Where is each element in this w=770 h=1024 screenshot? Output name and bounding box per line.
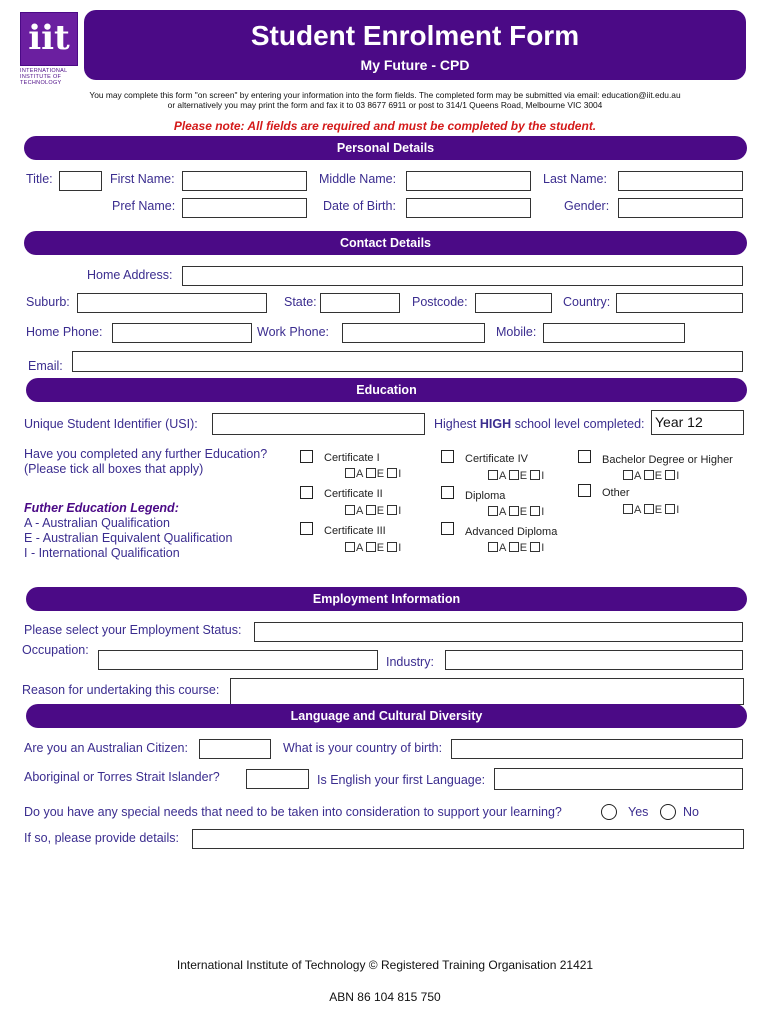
cert-iii-i-checkbox[interactable]: [387, 542, 397, 552]
other-label: Other: [602, 487, 630, 499]
further-education-question: Have you completed any further Education?: [24, 447, 268, 461]
advanced-diploma-options: A E I: [488, 542, 544, 554]
first-name-field[interactable]: [182, 171, 307, 191]
middle-name-field[interactable]: [406, 171, 531, 191]
other-e-checkbox[interactable]: [644, 504, 654, 514]
required-note: Please note: All fields are required and must be completed by the student.: [173, 119, 597, 133]
section-education: Education: [26, 378, 747, 402]
other-a-checkbox[interactable]: [623, 504, 633, 514]
cert-ii-i-checkbox[interactable]: [387, 505, 397, 515]
certificate-iv-options: A E I: [488, 470, 544, 482]
cert-iv-e-checkbox[interactable]: [509, 470, 519, 480]
footer-line-2: ABN 86 104 815 750: [329, 990, 441, 1004]
bachelor-checkbox[interactable]: [578, 450, 591, 463]
logo-mark: iit: [20, 12, 78, 66]
industry-field[interactable]: [445, 650, 743, 670]
highest-school-value: Year 12: [655, 414, 703, 430]
birth-country-field[interactable]: [451, 739, 743, 759]
details-label: If so, please provide details:: [24, 831, 179, 845]
pref-name-field[interactable]: [182, 198, 307, 218]
home-address-label: Home Address:: [87, 268, 173, 282]
aboriginal-label: Aboriginal or Torres Strait Islander?: [24, 770, 220, 784]
legend-i: I - International Qualification: [24, 546, 180, 560]
email-label: Email:: [28, 359, 63, 373]
last-name-label: Last Name:: [543, 172, 607, 186]
diploma-i-checkbox[interactable]: [530, 506, 540, 516]
usi-label: Unique Student Identifier (USI):: [24, 417, 198, 431]
employment-status-field[interactable]: [254, 622, 743, 642]
legend-a: A - Australian Qualification: [24, 516, 170, 530]
section-contact-details: Contact Details: [24, 231, 747, 255]
reason-label: Reason for undertaking this course:: [22, 683, 220, 697]
adv-diploma-i-checkbox[interactable]: [530, 542, 540, 552]
diploma-label: Diploma: [465, 490, 506, 502]
cert-iii-e-checkbox[interactable]: [366, 542, 376, 552]
work-phone-label: Work Phone:: [257, 325, 330, 339]
pref-name-label: Pref Name:: [112, 199, 176, 213]
suburb-field[interactable]: [77, 293, 267, 313]
certificate-i-options: A E I: [345, 468, 401, 480]
english-field[interactable]: [494, 768, 743, 790]
bachelor-label: Bachelor Degree or Higher: [602, 454, 733, 466]
bachelor-i-checkbox[interactable]: [665, 470, 675, 480]
other-options: A E I: [623, 504, 679, 516]
highest-bold: HIGH: [479, 417, 512, 431]
certificate-iv-checkbox[interactable]: [441, 450, 454, 463]
certificate-ii-options: A E I: [345, 505, 401, 517]
reason-field[interactable]: [230, 678, 744, 705]
cert-i-e-checkbox[interactable]: [366, 468, 376, 478]
cert-i-i-checkbox[interactable]: [387, 468, 397, 478]
logo-caption: INTERNATIONAL INSTITUTE OF TECHNOLOGY: [20, 68, 68, 86]
logo: [20, 12, 78, 84]
work-phone-field[interactable]: [342, 323, 485, 343]
employment-status-label: Please select your Employment Status:: [24, 623, 242, 637]
certificate-i-checkbox[interactable]: [300, 450, 313, 463]
country-field[interactable]: [616, 293, 743, 313]
last-name-field[interactable]: [618, 171, 743, 191]
footer-line-1: International Institute of Technology © Registered Training Organisation 21421: [176, 958, 594, 972]
highest-suffix: school level completed:: [511, 417, 645, 431]
further-education-hint: (Please tick all boxes that apply): [24, 462, 204, 476]
aboriginal-field[interactable]: [246, 769, 309, 789]
cert-iii-a-checkbox[interactable]: [345, 542, 355, 552]
legend-title: Futher Education Legend:: [24, 501, 179, 515]
other-i-checkbox[interactable]: [665, 504, 675, 514]
home-address-field[interactable]: [182, 266, 743, 286]
adv-diploma-a-checkbox[interactable]: [488, 542, 498, 552]
suburb-label: Suburb:: [26, 295, 70, 309]
postcode-label: Postcode:: [412, 295, 468, 309]
birth-country-label: What is your country of birth:: [283, 741, 443, 755]
mobile-label: Mobile:: [496, 325, 537, 339]
bachelor-e-checkbox[interactable]: [644, 470, 654, 480]
cert-ii-e-checkbox[interactable]: [366, 505, 376, 515]
country-label: Country:: [563, 295, 611, 309]
home-phone-label: Home Phone:: [26, 325, 103, 339]
home-phone-field[interactable]: [112, 323, 252, 343]
certificate-iii-checkbox[interactable]: [300, 522, 313, 535]
diploma-e-checkbox[interactable]: [509, 506, 519, 516]
bachelor-a-checkbox[interactable]: [623, 470, 633, 480]
postcode-field[interactable]: [475, 293, 552, 313]
highest-prefix: Highest: [434, 417, 480, 431]
adv-diploma-e-checkbox[interactable]: [509, 542, 519, 552]
citizen-label: Are you an Australian Citizen:: [24, 741, 188, 755]
cert-ii-a-checkbox[interactable]: [345, 505, 355, 515]
certificate-iii-label: Certificate III: [324, 525, 386, 537]
diploma-a-checkbox[interactable]: [488, 506, 498, 516]
other-checkbox[interactable]: [578, 484, 591, 497]
section-personal-details: Personal Details: [24, 136, 747, 160]
certificate-ii-label: Certificate II: [324, 488, 383, 500]
special-needs-label: Do you have any special needs that need to be taken into consideration to support your learning?: [24, 805, 562, 819]
email-field[interactable]: [72, 351, 743, 372]
dob-label: Date of Birth:: [323, 199, 396, 213]
gender-field[interactable]: [618, 198, 743, 218]
intro-text-1: You may complete this form "on screen" by entering your information into the form fields. The completed form may be submitted via email: education@iit.edu.au: [89, 90, 681, 100]
advanced-diploma-checkbox[interactable]: [441, 522, 454, 535]
title-banner: [84, 10, 746, 80]
diploma-options: A E I: [488, 506, 544, 518]
industry-label: Industry:: [386, 655, 434, 669]
highest-school-label: [434, 417, 645, 431]
highest-school-field[interactable]: [651, 410, 744, 435]
intro-text-2: or alternatively you may print the form and fax it to 03 8677 6911 or post to 314/1 Queens Road, Melbourne VIC 3004: [167, 100, 603, 110]
certificate-iv-label: Certificate IV: [465, 453, 528, 465]
middle-name-label: Middle Name:: [319, 172, 397, 186]
section-employment: Employment Information: [26, 587, 747, 611]
citizen-field[interactable]: [199, 739, 271, 759]
occupation-field[interactable]: [98, 650, 378, 670]
state-label: State:: [284, 295, 317, 309]
first-name-label: First Name:: [110, 172, 175, 186]
mobile-field[interactable]: [543, 323, 685, 343]
diploma-checkbox[interactable]: [441, 486, 454, 499]
english-label: Is English your first Language:: [317, 773, 486, 787]
no-label: No: [683, 805, 699, 819]
advanced-diploma-label: Advanced Diploma: [465, 526, 558, 538]
section-language: Language and Cultural Diversity: [26, 704, 747, 728]
state-field[interactable]: [320, 293, 400, 313]
occupation-label: Occupation:: [22, 643, 89, 657]
cert-iv-a-checkbox[interactable]: [488, 470, 498, 480]
gender-label: Gender:: [564, 199, 610, 213]
yes-label: Yes: [628, 805, 649, 819]
cert-i-a-checkbox[interactable]: [345, 468, 355, 478]
page-subtitle: My Future - CPD: [360, 57, 470, 73]
certificate-ii-checkbox[interactable]: [300, 486, 313, 499]
certificate-iii-options: A E I: [345, 542, 401, 554]
usi-field[interactable]: [212, 413, 425, 435]
yes-radio[interactable]: [601, 804, 617, 820]
details-field[interactable]: [192, 829, 744, 849]
certificate-i-label: Certificate I: [324, 452, 380, 464]
title-field[interactable]: [59, 171, 102, 191]
dob-field[interactable]: [406, 198, 531, 218]
legend-e: E - Australian Equivalent Qualification: [24, 531, 233, 545]
page-title: Student Enrolment Form: [250, 20, 580, 51]
no-radio[interactable]: [660, 804, 676, 820]
cert-iv-i-checkbox[interactable]: [530, 470, 540, 480]
title-label: Title:: [26, 172, 53, 186]
bachelor-options: A E I: [623, 470, 679, 482]
